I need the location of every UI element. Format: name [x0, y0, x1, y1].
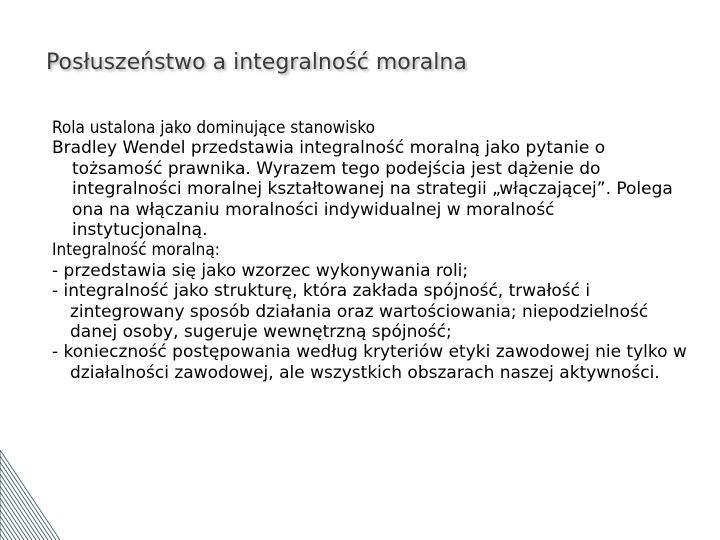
list-item-structure: - integralność jako strukturę, która zakłada spójność, trwałość i zintegrowany sposób działania oraz wartościowania; niepodzielność danej osoby, sugeruje wewnętrzną spójność; — [52, 281, 649, 343]
slide-body — [52, 118, 692, 383]
slide-title: Posłuszeństwo a integralność moralna — [46, 50, 467, 75]
corner-decoration — [0, 450, 120, 540]
body-heading-role: Rola ustalona jako dominujące stanowisko — [52, 118, 375, 138]
body-paragraph-wendel: Bradley Wendel przedstawia integralność moralną jako pytanie o tożsamość prawnika. Wyrazem tego podejścia jest dążenie do integralności moralnej kształtowanej na strategii „włączającej”. Polega ona na włączaniu moralności indywidualnej w moralność instytucjonalną. — [52, 138, 673, 241]
list-item-ethics: - konieczność postępowania według kryteriów etyki zawodowej nie tylko w działalności zawodowej, ale wszystkich obszarach naszej aktywności. — [52, 342, 687, 383]
body-heading-integrity: Integralność moralną: — [52, 240, 220, 261]
list-item-role-pattern: - przedstawia się jako wzorzec wykonywania roli; — [52, 260, 469, 281]
